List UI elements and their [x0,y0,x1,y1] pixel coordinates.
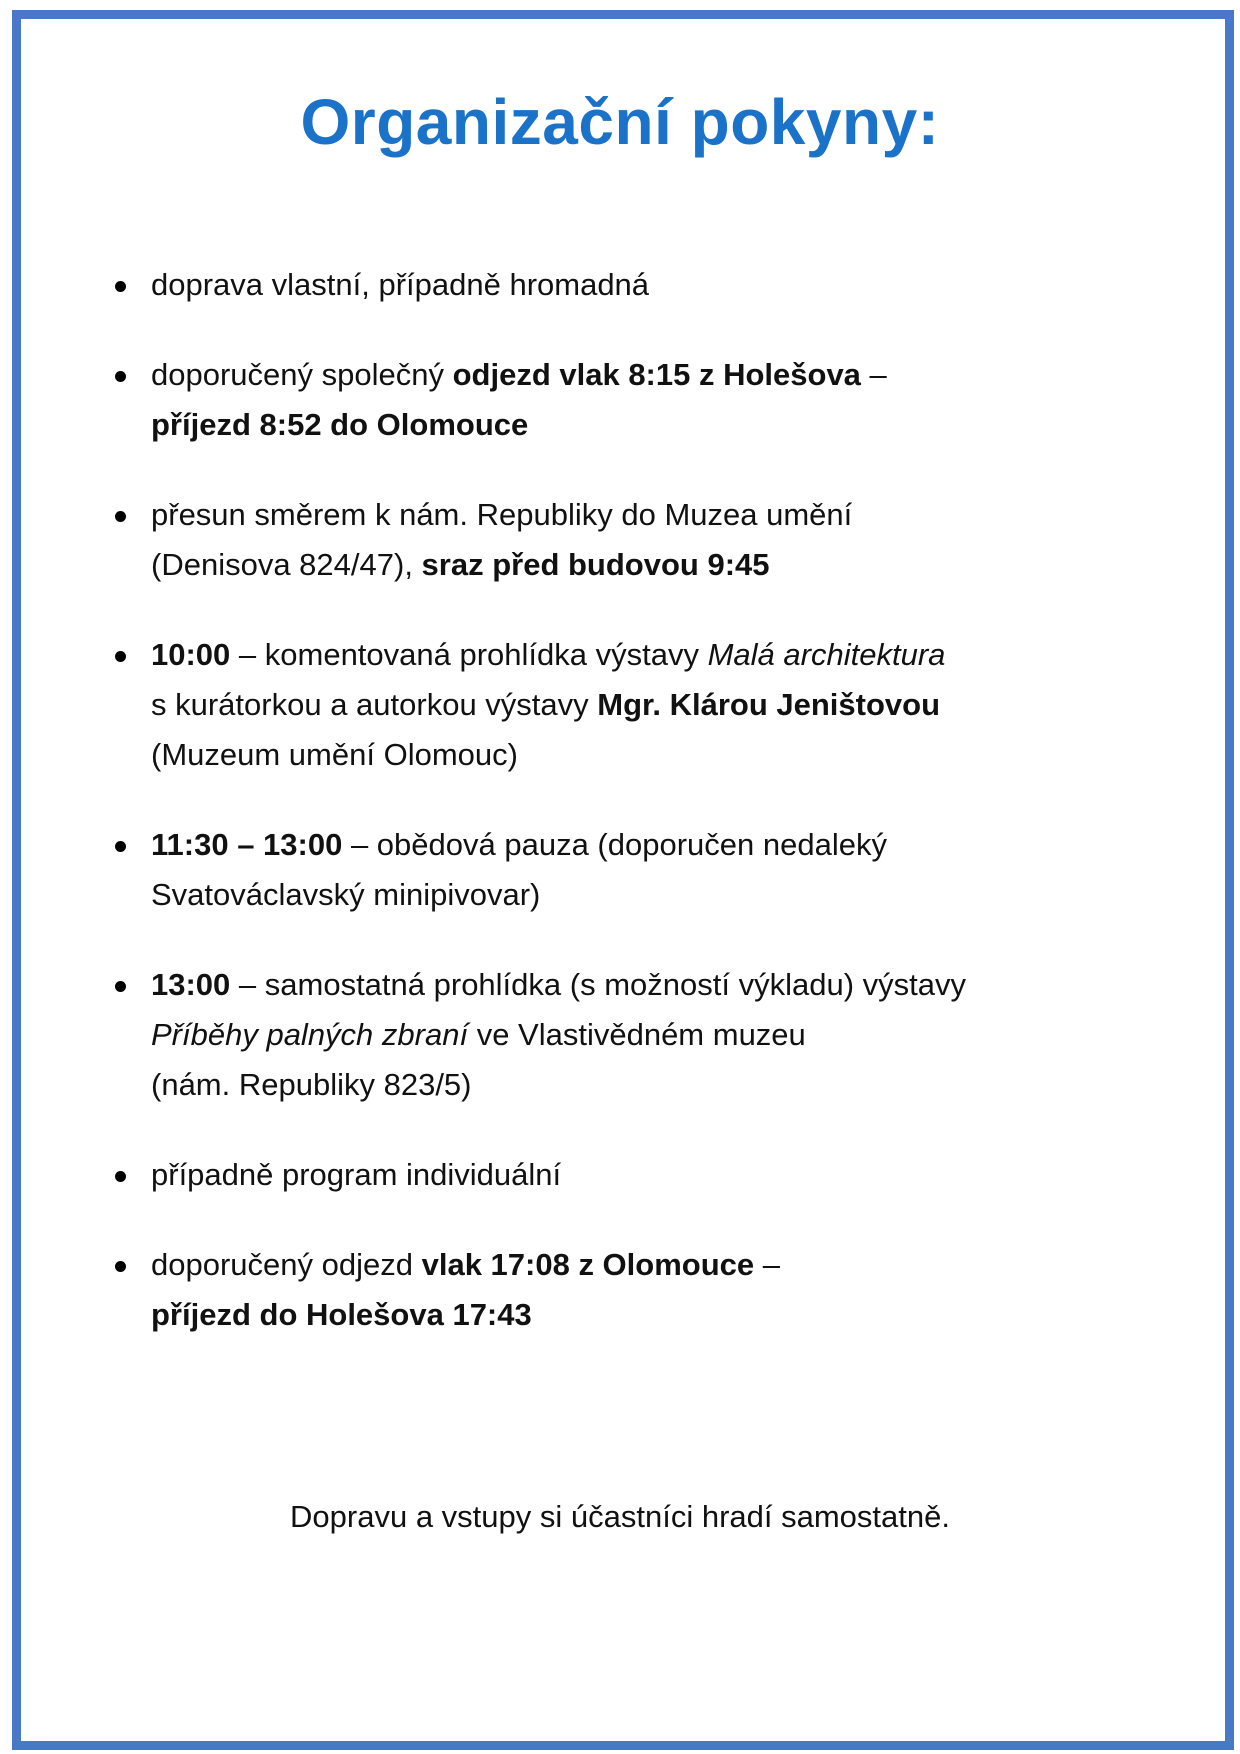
bullet-icon [115,1261,126,1272]
bullet-icon [115,841,126,852]
item-text: – [860,357,887,392]
page-title: Organizační pokyny: [300,86,940,158]
list-item-lunch [115,820,1075,920]
item-text: přesun směrem k nám. Republiky do Muzea umění [151,497,853,532]
bullet-icon [115,1171,126,1182]
item-text: – obědová pauza (doporučen nedaleký [342,827,887,862]
item-text: doporučený odjezd [151,1247,422,1282]
item-text-bold: odjezd vlak 8:15 z Holešova [452,357,861,392]
item-text: Svatováclavský minipivovar) [151,877,541,912]
item-text: (Muzeum umění Olomouc) [151,737,518,772]
item-text: ve Vlastivědném muzeu [468,1017,806,1052]
item-text: (Denisova 824/47), [151,547,422,582]
list-item-meeting [115,490,1075,590]
item-text: případně program individuální [151,1157,562,1192]
item-text-bold: příjezd 8:52 do Olomouce [151,407,529,442]
list-item-self-tour [115,960,1075,1110]
item-text: doporučený společný [151,357,453,392]
list-item-transport [115,260,1075,310]
bullet-icon [115,981,126,992]
exhibition-title: Malá architektura [707,637,946,672]
item-text: – komentovaná prohlídka výstavy [230,637,708,672]
item-text: (nám. Republiky 823/5) [151,1067,472,1102]
item-text-bold: vlak 17:08 z Olomouce [421,1247,755,1282]
footer-note: Dopravu a vstupy si účastníci hradí samostatně. [290,1499,950,1534]
list-item-return [115,1240,1075,1340]
item-text: – [754,1247,780,1282]
instructions-list [115,260,1075,1340]
bullet-icon [115,511,126,522]
bullet-icon [115,371,126,382]
bullet-icon [115,651,126,662]
list-item-departure [115,350,1075,450]
item-time: 13:00 [151,967,231,1002]
list-item-individual [115,1150,1075,1200]
curator-name: Mgr. Klárou Jeništovou [597,687,941,722]
item-time: 10:00 [151,637,231,672]
item-time: 11:30 – 13:00 [151,827,343,862]
item-text-bold: sraz před budovou 9:45 [421,547,770,582]
item-text-bold: příjezd do Holešova 17:43 [151,1297,532,1332]
item-text: s kurátorkou a autorkou výstavy [151,687,598,722]
item-text: – samostatná prohlídka (s možností výkladu) výstavy [230,967,966,1002]
list-item-tour [115,630,1075,780]
bullet-icon [115,281,126,292]
exhibition-title: Příběhy palných zbraní [151,1017,469,1052]
item-text: doprava vlastní, případně hromadná [151,267,650,302]
